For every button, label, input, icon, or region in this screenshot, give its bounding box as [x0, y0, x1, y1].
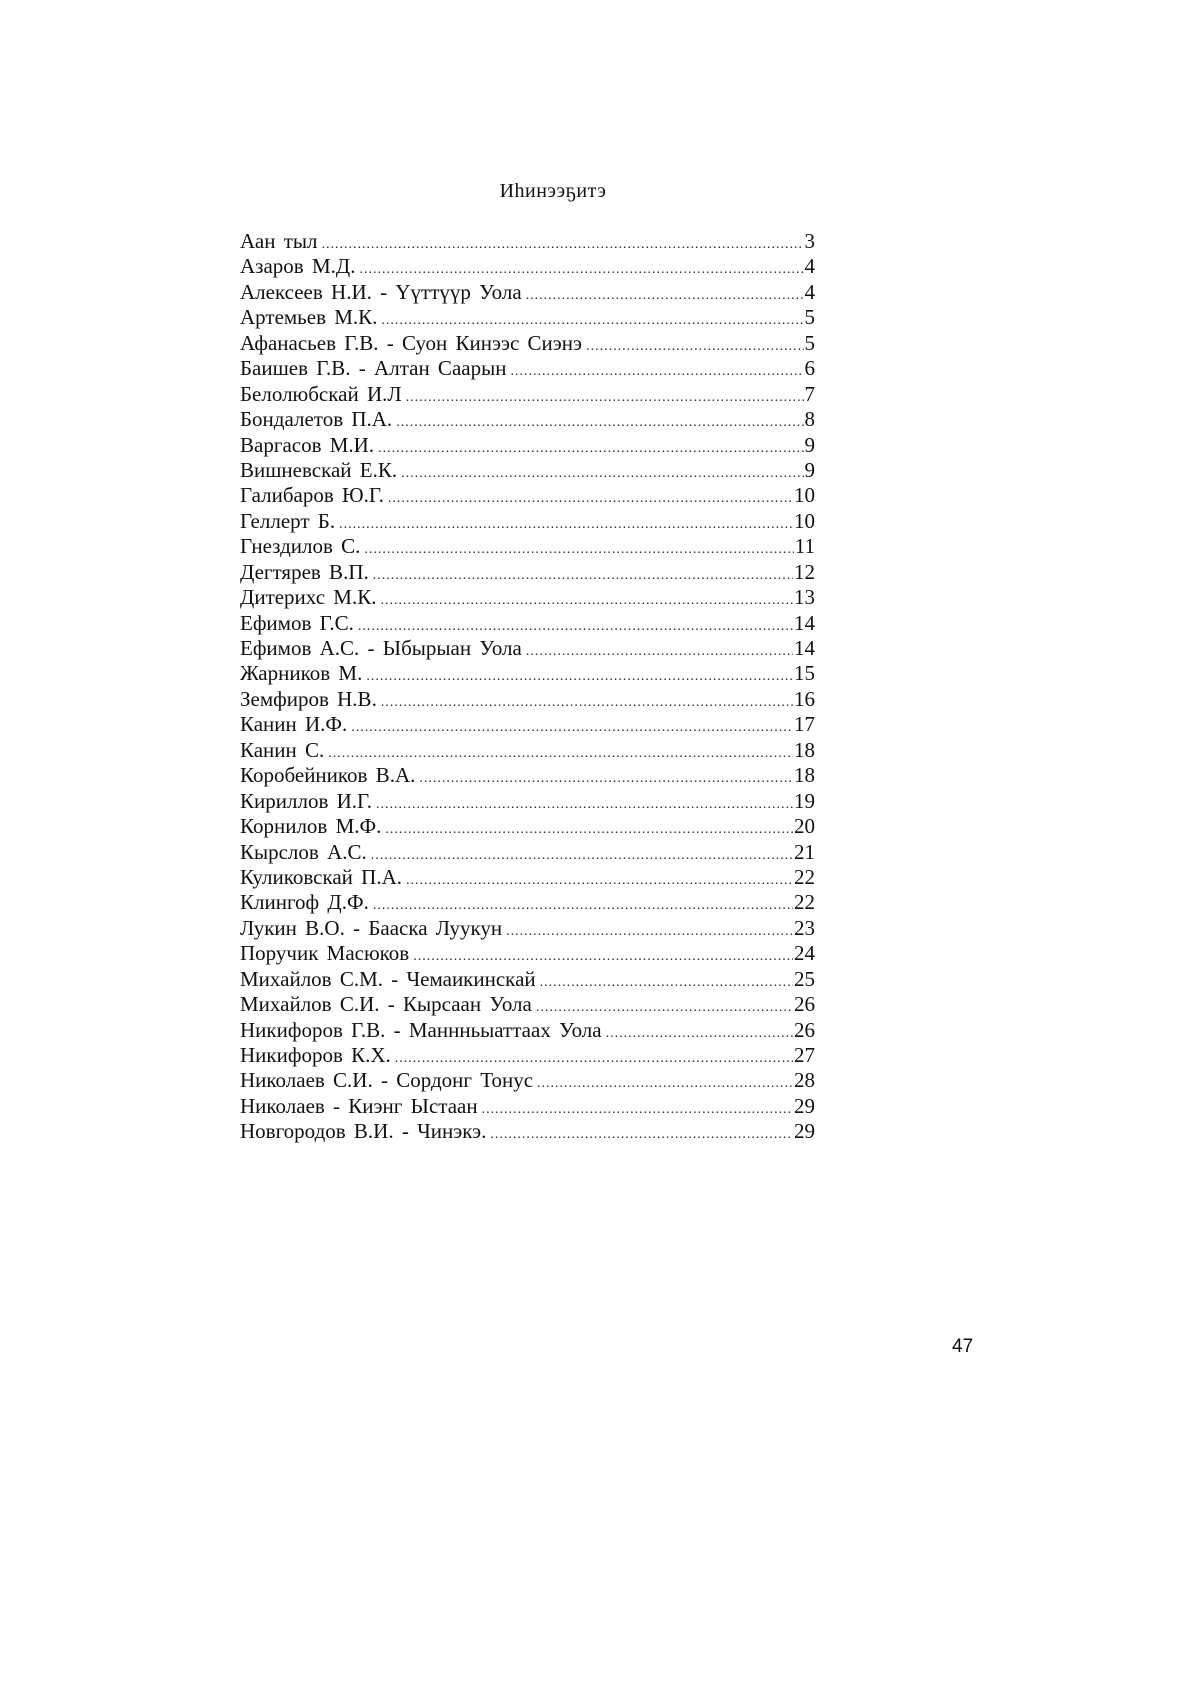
toc-entry-page: 9	[804, 432, 815, 457]
toc-entry-page: 27	[794, 1043, 815, 1067]
toc-entry	[240, 687, 815, 712]
dot-leader	[406, 385, 804, 410]
toc-entry-name: Галибаров Ю.Г.	[240, 483, 384, 508]
toc-entry	[240, 763, 815, 788]
toc-entry-name: Азаров М.Д.	[240, 254, 356, 279]
toc-entry	[240, 1068, 815, 1093]
dot-leader	[606, 1021, 793, 1046]
toc-entry	[240, 483, 815, 508]
toc-entry	[240, 789, 815, 814]
dot-leader	[510, 359, 803, 384]
dot-leader	[482, 1097, 793, 1122]
toc-entry	[240, 254, 815, 279]
toc-entry	[240, 738, 815, 763]
toc-entry-name: Лукин В.О. - Бааска Луукун	[240, 915, 503, 940]
toc-entry	[240, 661, 815, 686]
toc-entry-name: Баишев Г.В. - Алтан Саарын	[240, 356, 507, 381]
dot-leader	[373, 563, 793, 588]
toc-entry-name: Артемьев М.К.	[240, 305, 378, 330]
toc-entry	[240, 1043, 815, 1068]
dot-leader	[401, 461, 803, 486]
toc-entry-page: 5	[804, 330, 815, 355]
toc-entry-page: 29	[794, 1119, 815, 1144]
toc-entry	[240, 280, 815, 305]
dot-leader	[396, 410, 803, 435]
toc-entry	[240, 585, 815, 610]
dot-leader	[376, 792, 793, 817]
toc-entry	[240, 1094, 815, 1119]
toc-entry	[240, 509, 815, 534]
dot-leader	[506, 919, 793, 944]
toc-entry-page: 8	[804, 407, 815, 432]
dot-leader	[413, 944, 793, 969]
toc-entry	[240, 636, 815, 661]
dot-leader	[364, 537, 793, 562]
dot-leader	[536, 995, 793, 1020]
toc-entry-name: Никифоров Г.В. - Маннньыаттаах Уола	[240, 1017, 602, 1042]
toc-entry	[240, 534, 815, 559]
toc-entry-page: 14	[794, 636, 815, 660]
dot-leader	[406, 868, 793, 893]
toc-entry-page: 15	[794, 661, 815, 686]
toc-entry	[240, 433, 815, 458]
toc-entry	[240, 1119, 815, 1144]
dot-leader	[381, 308, 803, 333]
dot-leader	[366, 664, 793, 689]
toc-entry-page: 26	[794, 992, 815, 1017]
toc-entry-page: 19	[794, 788, 815, 813]
toc-entry-name: Ефимов Г.С.	[240, 610, 354, 635]
dot-leader	[328, 741, 793, 766]
toc-entry-page: 7	[804, 381, 815, 406]
toc-entry-name: Канин С.	[240, 737, 325, 762]
toc-entry	[240, 331, 815, 356]
toc-entry-name: Ефимов А.С. - Ыбырыан Уола	[240, 636, 522, 660]
toc-entry-page: 24	[794, 941, 815, 966]
toc-entry-name: Куликовскай П.А.	[240, 864, 402, 889]
toc-entry-page: 5	[804, 305, 815, 330]
toc-entry-page: 13	[794, 585, 815, 610]
toc-entry-name: Алексеев Н.И. - Үүттүүр Уола	[240, 279, 522, 304]
dot-leader	[359, 257, 803, 282]
dot-leader	[385, 817, 793, 842]
toc-entry	[240, 560, 815, 585]
toc-entry	[240, 229, 815, 254]
dot-leader	[537, 1071, 793, 1096]
toc-entry	[240, 814, 815, 839]
toc-entry-name: Дегтярев В.П.	[240, 559, 369, 584]
toc-entry	[240, 458, 815, 483]
toc-entry-page: 4	[804, 254, 815, 279]
toc-entry-name: Жарников М.	[240, 661, 363, 686]
toc-entry-name: Вишневскай Е.К.	[240, 457, 398, 482]
toc-entry-page: 25	[794, 966, 815, 991]
toc-entry-name: Кырслов А.С.	[240, 839, 367, 864]
toc-entry	[240, 967, 815, 992]
toc-entry-name: Михайлов С.И. - Кырсаан Уола	[240, 992, 532, 1017]
toc-entry	[240, 916, 815, 941]
toc-entry-page: 20	[794, 814, 815, 839]
toc-entry-page: 18	[794, 737, 815, 762]
toc-entry-name: Николаев - Киэнг Ыстаан	[240, 1093, 478, 1118]
dot-leader	[321, 232, 803, 257]
dot-leader	[378, 436, 803, 461]
dot-leader	[586, 334, 803, 359]
dot-leader	[490, 1122, 793, 1147]
toc-entry-page: 14	[794, 610, 815, 635]
toc-entry	[240, 382, 815, 407]
toc-entry-name: Николаев С.И. - Сордонг Тонус	[240, 1068, 534, 1093]
toc-entry-name: Афанасьев Г.В. - Суон Кинээс Сиэнэ	[240, 330, 583, 355]
toc-entry	[240, 356, 815, 381]
toc-entry-name: Бондалетов П.А.	[240, 407, 393, 432]
toc-entry-name: Поручик Масюков	[240, 941, 410, 966]
toc-entry-name: Земфиров Н.В.	[240, 686, 377, 711]
toc-entry-page: 9	[804, 457, 815, 482]
toc-entry	[240, 941, 815, 966]
dot-leader	[395, 1046, 793, 1071]
dot-leader	[419, 766, 793, 791]
toc-entry-page: 10	[794, 483, 815, 508]
toc-entry-page: 3	[804, 229, 815, 253]
toc-entry-page: 22	[794, 864, 815, 889]
toc-entry-page: 28	[794, 1068, 815, 1093]
toc-entry-name: Варгасов М.И.	[240, 432, 375, 457]
toc-entry-page: 4	[804, 279, 815, 304]
toc-entry-page: 12	[794, 559, 815, 584]
toc-entry-name: Белолюбскай И.Л	[240, 381, 402, 406]
toc-entry-name: Никифоров К.Х.	[240, 1043, 391, 1067]
toc-entry-page: 21	[794, 839, 815, 864]
toc-entry	[240, 1018, 815, 1043]
dot-leader	[526, 639, 793, 664]
toc-entry-page: 6	[804, 356, 815, 381]
dot-leader	[388, 486, 793, 511]
toc-entry	[240, 712, 815, 737]
dot-leader	[358, 614, 793, 639]
dot-leader	[373, 893, 793, 918]
toc-entry-page: 23	[794, 915, 815, 940]
dot-leader	[381, 690, 793, 715]
toc-entry-page: 26	[794, 1017, 815, 1042]
toc-entry-name: Геллерт Б.	[240, 508, 336, 533]
page-number: 47	[952, 1336, 974, 1357]
toc-entry-page: 17	[794, 712, 815, 737]
toc-entry-name: Гнездилов С.	[240, 534, 361, 559]
toc-entry-name: Корнилов М.Ф.	[240, 814, 382, 839]
toc-entry-page: 10	[794, 508, 815, 533]
dot-leader	[540, 970, 793, 995]
dot-leader	[380, 588, 793, 613]
toc-entry	[240, 407, 815, 432]
toc-entry-name: Кириллов И.Г.	[240, 788, 373, 813]
dot-leader	[351, 715, 793, 740]
toc-entry-name: Дитерихс М.К.	[240, 585, 377, 610]
toc-entry-page: 22	[794, 890, 815, 915]
toc-entry-name: Канин И.Ф.	[240, 712, 348, 737]
toc-entry-page: 16	[794, 686, 815, 711]
toc-entry	[240, 890, 815, 915]
toc-entry-name: Новгородов В.И. - Чинэкэ.	[240, 1119, 487, 1144]
toc-entry	[240, 992, 815, 1017]
toc-entry	[240, 305, 815, 330]
toc-entry	[240, 611, 815, 636]
toc-entry-name: Аан тыл	[240, 229, 318, 253]
dot-leader	[339, 512, 793, 537]
toc-entry-page: 29	[794, 1093, 815, 1118]
table-of-contents	[240, 229, 815, 1145]
toc-entry-name: Коробейников В.А.	[240, 763, 416, 788]
toc-entry-name: Михайлов С.М. - Чемаикинскай	[240, 966, 536, 991]
toc-entry	[240, 840, 815, 865]
toc-entry-page: 18	[794, 763, 815, 788]
toc-entry	[240, 865, 815, 890]
dot-leader	[526, 283, 804, 308]
dot-leader	[371, 843, 793, 868]
page-title: Иһинээҕитэ	[499, 180, 607, 202]
toc-entry-name: Клингоф Д.Ф.	[240, 890, 369, 915]
toc-entry-page: 11	[794, 534, 815, 559]
